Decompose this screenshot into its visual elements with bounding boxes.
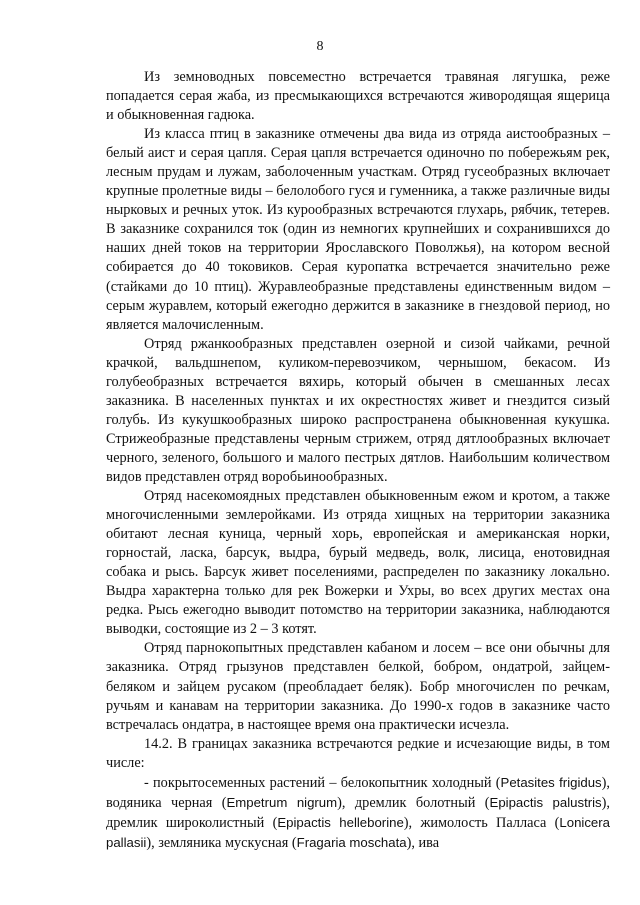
- latin-name: Lonicera pallasii: [106, 814, 610, 850]
- list-text: ), земляника мускусная (: [146, 834, 297, 851]
- rare-plants-list-item: [106, 773, 610, 853]
- latin-name: Empetrum nigrum: [226, 794, 338, 810]
- document-body: [106, 68, 610, 853]
- paragraph-rare-species-heading: 14.2. В границах заказника встречаются редкие и исчезающие виды, в том числе:: [106, 735, 610, 771]
- paragraph-insectivores-predators: Отряд насекомоядных представлен обыкновенным ежом и кротом, а также многочисленными землеройками. Из отряда хищных на территории заказника обитают лесная куница, черный хорь, европейская и американская норки, горностай, ласка, барсук, выдра, бурый медведь, волк, лисица, енотовидная собака и рысь. Барсук живет поселениями, распределен по заказнику локально. Выдра характерна только для рек Вожерки и Ухры, во всех других местах она редка. Рысь ежегодно выводит потомство на территории заказника, наблюдаются выводки, состоящие из 2 – 3 котят.: [106, 488, 610, 638]
- page-number: 8: [316, 39, 324, 54]
- list-text: ), дремлик болотный (: [337, 794, 490, 811]
- list-text: ), ива: [406, 834, 440, 851]
- latin-name: Epipactis helleborine: [277, 814, 404, 830]
- paragraph-ungulates-rodents: Отряд парнокопытных представлен кабаном и лосем – все они обычны для заказника. Отряд грызунов представлен белкой, бобром, ондатрой, зайцем-беляком и зайцем русаком (преобладает беляк). Бобр многочислен по речкам, ручьям и канавам на территории заказника. До 1990-х годов в заказнике часто встречалась ондатра, в настоящее время она практически исчезла.: [106, 640, 610, 733]
- latin-name: Epipactis palustris: [489, 794, 602, 810]
- list-text: ), водяника черная (: [106, 774, 610, 811]
- list-text: - покрытосеменных растений – белокопытник холодный (: [144, 774, 501, 791]
- latin-name: Petasites frigidus: [500, 774, 602, 790]
- latin-name: Fragaria moschata: [296, 834, 407, 850]
- paragraph-birds-continued: Отряд ржанкообразных представлен озерной и сизой чайками, речной крачкой, вальдшнепом, куликом-перевозчиком, чернышом, бекасом. Из голубеобразных встречается вяхирь, который обычен в смешанных лесах заказника. В населенных пунктах и их окрестностях живет и гнездится сизый голубь. Из кукушкообразных широко распространена обыкновенная кукушка. Стрижеобразные представлены черным стрижем, отряд дятлообразных включает черного, зеленого, большого и малого пестрых дятлов. Наибольшим количеством видов представлен отряд воробьинообразных.: [106, 335, 610, 485]
- paragraph-birds: Из класса птиц в заказнике отмечены два вида из отряда аистообразных – белый аист и серая цапля. Серая цапля встречается одиночно по побережьям рек, лесным прудам и лужам, заболоченным участкам. Отряд гусеобразных включает крупные пролетные виды – белолобого гуся и гуменника, а также различные виды нырковых и речных уток. Из курообразных встречаются глухарь, рябчик, тетерев. В заказнике сохранился ток (один из немногих крупнейших и сохранившихся до наших дней токов на территории Ярославского Поволжья), на котором весной собирается до 40 токовиков. Серая куропатка встречается значительно реже (стайками до 10 птиц). Журавлеобразные представлены единственным видом – серым журавлем, который ежегодно держится в заказнике в гнездовой период, но является малочисленным.: [106, 126, 610, 333]
- paragraph-amphibians: Из земноводных повсеместно встречается травяная лягушка, реже попадается серая жаба, из пресмыкающихся встречаются живородящая ящерица и обыкновенная гадюка.: [106, 69, 610, 124]
- list-text: ), дремлик широколистный (: [106, 794, 610, 831]
- list-text: ), жимолость Палласа (: [403, 814, 560, 831]
